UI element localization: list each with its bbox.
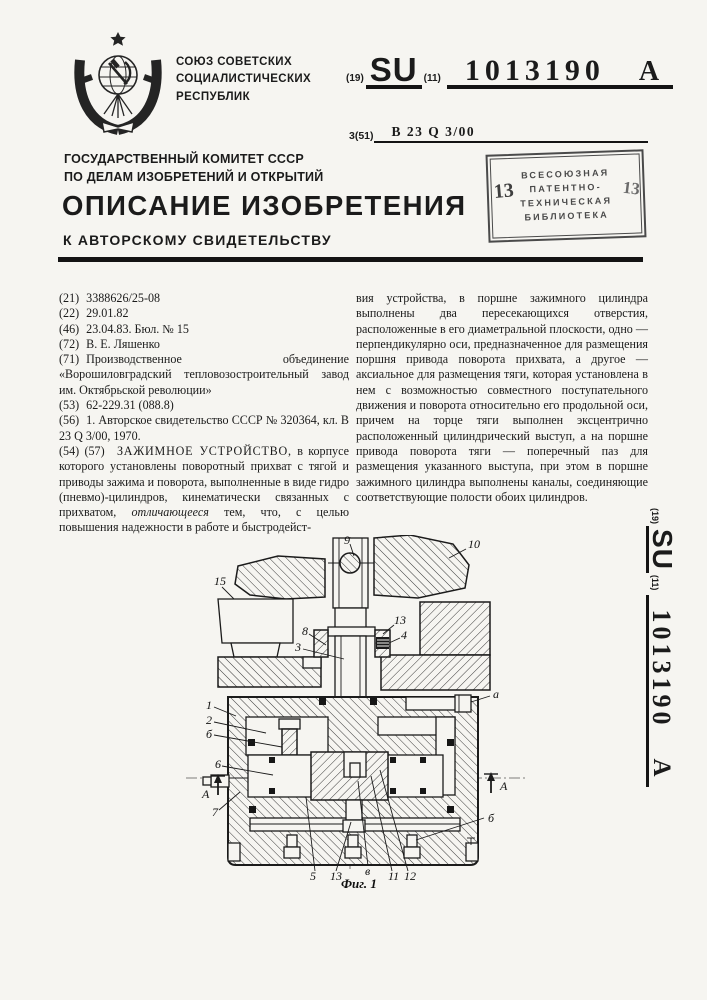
biblio-code: (22) bbox=[59, 306, 80, 321]
biblio-code: (72) bbox=[59, 336, 80, 351]
publication-number: 1013190 bbox=[464, 54, 605, 88]
label-6: 6 bbox=[215, 757, 221, 771]
biblio-item bbox=[59, 352, 349, 398]
sidebar-number-group bbox=[646, 595, 677, 786]
abstract-title: ЗАЖИМНОЕ УСТРОЙСТВО, bbox=[116, 443, 292, 458]
ipc-code-label: 3(51) bbox=[349, 130, 374, 142]
abstract-text: тем, что, с целью повышения надежности в работе и быстродейст- bbox=[59, 505, 349, 535]
abstract-right: вия устройства, в поршне зажимного цилиндра выполнены два пересекающихся отверстия, расположенные в его диаметральной плоскости, одно — перпендикулярно оси, предназначенное для размещения поршня привода поворота прихвата, а другое — аксиальное для размещения тяги, которая установлена в нем с возможностью совместного поступательного движения и поворота относительно его продольной оси, причем на торце тяги выполнен эксцентрично расположенный цилиндрический выступ, а на поршне привода поворота тяги — поперечный паз для размещения указанного выступа, при этом в поршне зажимного цилиндра выполнены каналы, соединяющие соответствующие полости обоих цилиндров. bbox=[356, 291, 648, 504]
label-9: 9 bbox=[344, 535, 350, 547]
right-column bbox=[356, 291, 648, 505]
sidebar-country-code: SU bbox=[646, 526, 674, 573]
stamp-line: БИБЛИОТЕКА bbox=[524, 209, 610, 223]
label-b-right: б bbox=[488, 811, 495, 825]
figure-caption: Фиг. 1 bbox=[341, 876, 377, 891]
committee-line: ПО ДЕЛАМ ИЗОБРЕТЕНИЙ И ОТКРЫТИЙ bbox=[64, 170, 324, 185]
biblio-code: (21) bbox=[59, 291, 80, 305]
publication-number-group bbox=[447, 54, 673, 89]
label-2: 2 bbox=[206, 713, 212, 727]
biblio-text: 1. Авторское свидетельство СССР № 320364, кл. В 23 Q 3/00, 1970. bbox=[59, 413, 349, 443]
sidebar-code-11: (11) bbox=[650, 574, 660, 591]
union-line: СОЮЗ СОВЕТСКИХ bbox=[176, 56, 293, 68]
biblio-item bbox=[59, 337, 349, 352]
abstract-text: в корпусе которого установлены поворотный прихват с тягой и приводы зажима и поворота, выполненные в виде гидро (пневмо)-цилиндров, кинематически связанных с прихватом, bbox=[59, 443, 349, 520]
committee-line: ГОСУДАРСТВЕННЫЙ КОМИТЕТ СССР bbox=[64, 152, 304, 166]
sidebar-code-19: (19) bbox=[650, 508, 660, 525]
stamp-number-right: 13 bbox=[621, 177, 641, 199]
label-7: 7 bbox=[212, 805, 218, 819]
union-line: СОЦИАЛИСТИЧЕСКИХ bbox=[176, 73, 312, 86]
code-19: (19) bbox=[346, 73, 364, 85]
biblio-code: (46) bbox=[59, 321, 80, 336]
biblio-code: (56) bbox=[59, 413, 80, 428]
biblio-item bbox=[59, 398, 349, 413]
label-11: 11 bbox=[388, 869, 400, 883]
library-stamp bbox=[486, 149, 647, 242]
label-v: в bbox=[365, 864, 371, 878]
page-subtitle: К АВТОРСКОМУ СВИДЕТЕЛЬСТВУ bbox=[63, 232, 332, 248]
biblio-item bbox=[59, 306, 349, 321]
stamp-line: ПАТЕНТНО- bbox=[529, 181, 603, 195]
label-a: а bbox=[493, 687, 499, 701]
stamp-line: ВСЕСОЮЗНАЯ bbox=[520, 167, 610, 181]
code-11: (11) bbox=[423, 73, 441, 85]
biblio-item bbox=[59, 291, 349, 306]
ussr-coat-of-arms bbox=[68, 30, 168, 136]
rod bbox=[328, 538, 374, 628]
abstract-left bbox=[59, 444, 349, 536]
biblio-text: 23.04.83. Бюл. № 15 bbox=[86, 321, 189, 336]
biblio-item bbox=[59, 322, 349, 337]
sidebar-number: 1013190 bbox=[647, 609, 677, 729]
label-5: 5 bbox=[310, 869, 316, 883]
stamp-line: ТЕХНИЧЕСКАЯ bbox=[520, 195, 613, 209]
workpiece bbox=[218, 599, 293, 657]
biblio-code: (71) bbox=[59, 352, 80, 367]
sidebar-publication-number bbox=[646, 506, 700, 799]
document-kind: A bbox=[638, 55, 660, 87]
header-rule bbox=[58, 257, 643, 262]
label-b-left: б bbox=[206, 727, 213, 741]
label-section-a-left: А bbox=[202, 787, 210, 801]
biblio-text: 3388626/25-08 bbox=[86, 291, 161, 305]
country-code: SU bbox=[366, 56, 422, 89]
biblio-item bbox=[59, 413, 349, 444]
label-section-a-right: А bbox=[500, 779, 508, 793]
label-8: 8 bbox=[302, 624, 308, 638]
ipc-row bbox=[349, 124, 648, 143]
label-15: 15 bbox=[214, 574, 226, 588]
union-line: РЕСПУБЛИК bbox=[176, 90, 250, 103]
ipc-class: B 23 Q 3/00 bbox=[374, 124, 648, 143]
label-10: 10 bbox=[468, 537, 480, 551]
biblio-code: (53) bbox=[59, 398, 80, 413]
committee-name bbox=[64, 150, 323, 186]
patent-figure-drawing bbox=[178, 535, 534, 907]
label-4: 4 bbox=[401, 628, 407, 642]
pin bbox=[340, 553, 360, 573]
biblio-text: 29.01.82 bbox=[86, 306, 129, 321]
abstract-italic-word: отличающееся bbox=[131, 505, 209, 520]
flange-gland bbox=[314, 627, 390, 697]
label-13b: 13 bbox=[330, 869, 342, 883]
label-12: 12 bbox=[404, 869, 416, 883]
page-title: ОПИСАНИЕ ИЗОБРЕТЕНИЯ bbox=[62, 190, 467, 221]
sidebar-kind: A bbox=[648, 758, 676, 777]
publication-number-row bbox=[344, 51, 673, 89]
abstract-codes: (54) (57) bbox=[59, 443, 105, 458]
label-3: 3 bbox=[295, 640, 301, 654]
union-name bbox=[176, 54, 311, 106]
label-1: 1 bbox=[206, 698, 212, 712]
biblio-text: Производственное объединение «Ворошиловградский тепловозостроительный завод им. Октябрьской революции» bbox=[59, 352, 349, 397]
stamp-number-left: 13 bbox=[492, 179, 515, 203]
biblio-text: 62-229.31 (088.8) bbox=[86, 398, 174, 413]
left-column bbox=[59, 291, 349, 536]
label-13a: 13 bbox=[394, 613, 406, 627]
biblio-text: В. Е. Ляшенко bbox=[86, 336, 160, 351]
